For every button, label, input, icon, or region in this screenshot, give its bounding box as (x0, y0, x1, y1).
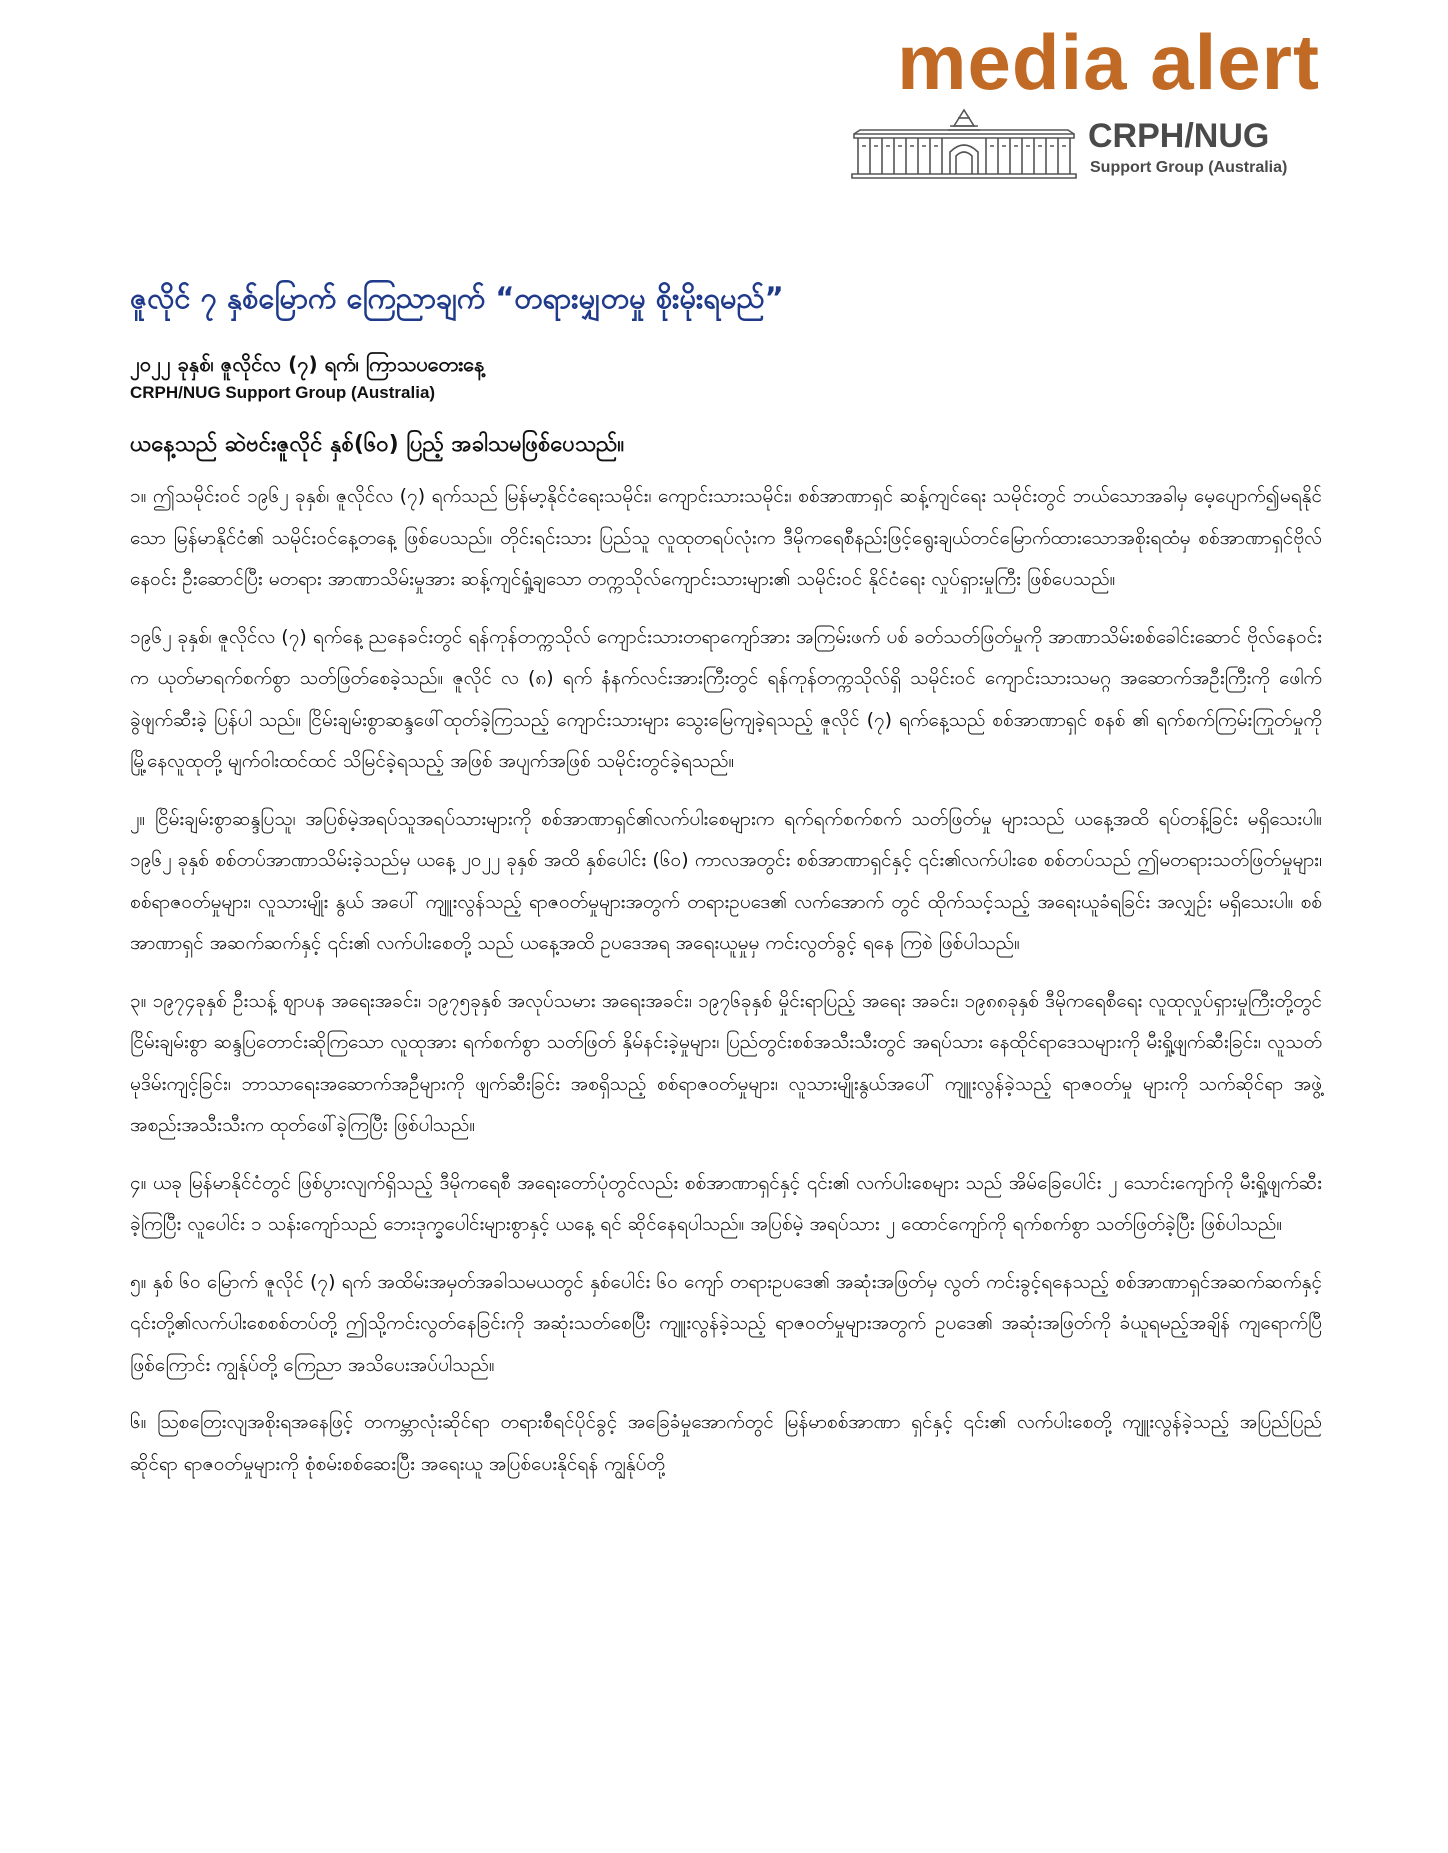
paragraph-6: ၆။ သြစတြေးလျအစိုးရအနေဖြင့် တကမ္ဘာလုံးဆိုင်ရာ တရားစီရင်ပိုင်ခွင့် အခြေခံမှုအောက်တွင် မြန်မာစစ်အာဏာ ရှင်နှင့် ၎င်း၏ လက်ပါးစေတို့ ကျူးလွန်ခဲ့သည့် အပြည်ပြည်ဆိုင်ရာ ရာဇဝတ်မှုများကို စုံစမ်းစစ်ဆေးပြီး အရေးယူ အပြစ်ပေးနိုင်ရန် ကျွန်ုပ်တို့ (130, 1411, 1322, 1475)
org-name: CRPH/NUG (1088, 117, 1270, 155)
headline: ဇူလိုင် ၇ နှစ်မြောက် ကြေညာချက် “တရားမျှတမှု စိုးမိုးရမည်” (130, 281, 784, 315)
paragraph-5: ၅။ နှစ် ၆၀ မြောက် ဇူလိုင် (၇) ရက် အထိမ်းအမှတ်အခါသမယတွင် နှစ်ပေါင်း ၆၀ ကျော် တရားဥပဒေ၏ အဆုံးအဖြတ်မှ လွတ် ကင်းခွင့်ရနေသည့် စစ်အာဏာရှင်အဆက်ဆက်နှင့် ၎င်းတို့၏လက်ပါးစေစစ်တပ်တို့ ဤသို့ကင်းလွတ်နေခြင်းကို အဆုံးသတ်စေပြီး ကျူးလွန်ခဲ့သည့် ရာဇဝတ်မှုများအတွက် ဥပဒေ၏ အဆုံးအဖြတ်ကို ခံယူရမည့်အချိန် ကျရောက်ပြီဖြစ်ကြောင်း ကျွန်ုပ်တို့ ကြေညာ အသိပေးအပ်ပါသည်။ (130, 1270, 1322, 1376)
media-alert-logo (850, 20, 1320, 180)
parliament-building-icon (850, 108, 1078, 180)
paragraph-2: ၂။ ငြိမ်းချမ်းစွာဆန္ဒပြသူ၊ အပြစ်မဲ့အရပ်သူအရပ်သားများကို စစ်အာဏာရှင်၏လက်ပါးစေများက ရက်ရက်စက်စက် သတ်ဖြတ်မှု များသည် ယနေ့အထိ ရပ်တန့်ခြင်း မရှိသေးပါ။ ၁၉၆၂ ခုနှစ် စစ်တပ်အာဏာသိမ်းခဲ့သည်မှ ယနေ့ ၂၀၂၂ ခုနှစ် အထိ နှစ်ပေါင်း (၆၀) ကာလအတွင်း စစ်အာဏာရှင်နှင့် ၎င်း၏လက်ပါးစေ စစ်တပ်သည် ဤမတရားသတ်ဖြတ်မှုများ၊ စစ်ရာဇဝတ်မှုများ၊ လူသားမျိုး နွယ် အပေါ် ကျူးလွန်သည့် ရာဇဝတ်မှုများအတွက် တရားဥပဒေ၏ လက်အောက် တွင် ထိုက်သင့်သည့် အရေးယူခံရခြင်း အလျှဉ်း မရှိသေးပါ။ စစ်အာဏာရှင် အဆက်ဆက်နှင့် ၎င်း၏ လက်ပါးစေတို့ သည် ယနေ့အထိ ဥပဒေအရ အရေးယူမှုမှ ကင်းလွတ်ခွင့် ရနေ ကြစဲ ဖြစ်ပါသည်။ (130, 807, 1322, 954)
paragraph-1: ၁။ ဤသမိုင်းဝင် ၁၉၆၂ ခုနှစ်၊ ဇူလိုင်လ (၇) ရက်သည် မြန်မာ့နိုင်ငံရေးသမိုင်း၊ ကျောင်းသားသမိုင်း၊ စစ်အာဏာရှင် ဆန့်ကျင်ရေး သမိုင်းတွင် ဘယ်သောအခါမှ မေ့ပျောက်၍မရနိုင်သော မြန်မာနိုင်ငံ၏ သမိုင်းဝင်နေ့တနေ့ ဖြစ်ပေသည်။ တိုင်းရင်းသား ပြည်သူ လူထုတရပ်လုံးက ဒီမိုကရေစီနည်းဖြင့်ရွေးချယ်တင်မြောက်ထားသောအစိုးရထံမှ စစ်အာဏာရှင်ဗိုလ်နေဝင်း ဦးဆောင်ပြီး မတရား အာဏာသိမ်းမှုအား ဆန့်ကျင်ရှုံ့ချသော တက္ကသိုလ်ကျောင်းသားများ၏ သမိုင်းဝင် နိုင်ငံရေး လှုပ်ရှားမှုကြီး ဖြစ်ပေသည်။ (130, 485, 1322, 590)
article (130, 278, 1322, 1501)
paragraph-3: ၃။ ၁၉၇၄ခုနှစ် ဦးသန့် စျာပန အရေးအခင်း၊ ၁၉၇၅ခုနှစ် အလုပ်သမား အရေးအခင်း၊ ၁၉၇၆ခုနှစ် မှိုင်းရာပြည့် အရေး အခင်း၊ ၁၉၈၈ခုနှစ် ဒီမိုကရေစီရေး လူထုလှုပ်ရှားမှုကြီးတို့တွင် ငြိမ်းချမ်းစွာ ဆန္ဒပြတောင်းဆိုကြသော လူထုအား ရက်စက်စွာ သတ်ဖြတ် နှိမ်နင်းခဲ့မှုများ၊ ပြည်တွင်းစစ်အသီးသီးတွင် အရပ်သား နေထိုင်ရာဒေသများကို မီးရှို့ဖျက်ဆီးခြင်း၊ လူသတ် မုဒိမ်းကျင့်ခြင်း၊ ဘာသာရေးအဆောက်အဦများကို ဖျက်ဆီးခြင်း အစရှိသည့် စစ်ရာဇဝတ်မှုများ၊ လူသားမျိုးနွယ်အပေါ် ကျူးလွန်ခဲ့သည့် ရာဇဝတ်မှု များကို သက်ဆိုင်ရာ အဖွဲ့အစည်းအသီးသီးက ထုတ်ဖေါ်ခဲ့ကြပြီး ဖြစ်ပါသည်။ (130, 989, 1322, 1136)
dateline: ၂၀၂၂ ခုနှစ်၊ ဇူလိုင်လ (၇) ရက်၊ ကြာသပတေးနေ့ (130, 352, 485, 376)
lead-sentence: ယနေ့သည် ဆဲဗင်းဇူလိုင် နှစ်(၆၀) ပြည့် အခါသမဖြစ်ပေသည်။ (130, 432, 625, 457)
paragraph-4: ၄။ ယခု မြန်မာနိုင်ငံတွင် ဖြစ်ပွားလျက်ရှိသည့် ဒီမိုကရေစီ အရေးတော်ပုံတွင်လည်း စစ်အာဏာရှင်နှင့် ၎င်း၏ လက်ပါးစေများ သည် အိမ်ခြေပေါင်း ၂ သောင်းကျော်ကို မီးရှို့ဖျက်ဆီးခဲ့ကြပြီး လူပေါင်း ၁ သန်းကျော်သည် ဘေးဒုက္ခပေါင်းများစွာနှင့် ယနေ့ ရင် ဆိုင်နေရပါသည်။ အပြစ်မဲ့ အရပ်သား ၂ ထောင်ကျော်ကို ရက်စက်စွာ သတ်ဖြတ်ခဲ့ပြီး ဖြစ်ပါသည်။ (130, 1171, 1322, 1235)
brand-title: media alert (897, 18, 1320, 106)
paragraph-1b: ၁၉၆၂ ခုနှစ်၊ ဇူလိုင်လ (၇) ရက်နေ့ ညနေခင်းတွင် ရန်ကုန်တက္ကသိုလ် ကျောင်းသားတရာကျော်အား အကြမ်းဖက် ပစ် ခတ်သတ်ဖြတ်မှုကို အာဏာသိမ်းစစ်ခေါင်းဆောင် ဗိုလ်နေဝင်းက ယုတ်မာရက်စက်စွာ သတ်ဖြတ်စေခဲ့သည်။ ဇူလိုင် လ (၈) ရက် နံနက်လင်းအားကြီးတွင် ရန်ကုန်တက္ကသိုလ်ရှိ သမိုင်းဝင် ကျောင်းသားသမဂ္ဂ အဆောက်အဦးကြီးကို ဖေါက်ခွဲဖျက်ဆီးခဲ့ ပြန်ပါ သည်။ ငြိမ်းချမ်းစွာဆန္ဒဖေါ်ထုတ်ခဲ့ကြသည့် ကျောင်းသားများ သွေးမြေကျခဲ့ရသည့် ဇူလိုင် (၇) ရက်နေ့သည် စစ်အာဏာရှင် စနစ် ၏ ရက်စက်ကြမ်းကြုတ်မှုကို မြို့နေလူထုတို့ မျက်ဝါးထင်ထင် သိမြင်ခဲ့ရသည့် အဖြစ် အပျက်အဖြစ် သမိုင်းတွင်ခဲ့ရသည်။ (130, 625, 1322, 772)
org-subtitle: Support Group (Australia) (1090, 159, 1288, 176)
byline: CRPH/NUG Support Group (Australia) (130, 383, 436, 402)
